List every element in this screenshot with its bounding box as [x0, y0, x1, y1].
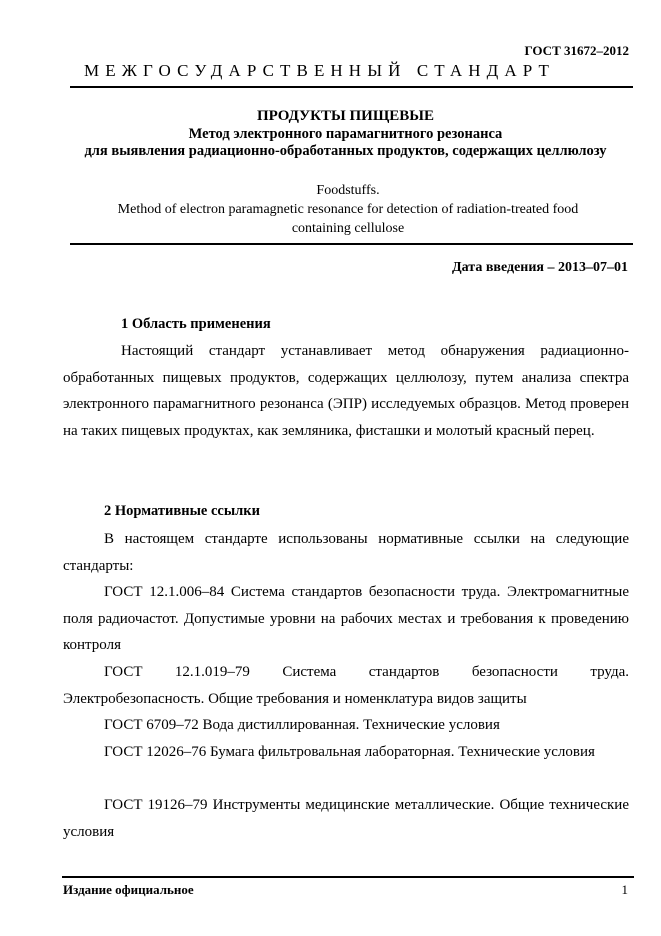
reference-item-text: ГОСТ 12.1.006–84 Система стандартов безопасности труда. Электромагнитные поля радиочастот. Допустимые уровни на рабочих местах и требования к проведению контроля: [63, 584, 629, 653]
scope-paragraph: [63, 338, 629, 444]
english-title-line-1: Foodstuffs.: [316, 183, 380, 198]
english-title-line-3: containing cellulose: [291, 221, 405, 236]
title-block: [30, 108, 661, 161]
references-intro-text: В настоящем стандарте использованы нормативные ссылки на следующие стандарты:: [63, 531, 629, 574]
scope-text: Настоящий стандарт устанавливает метод обнаружения радиационно-обработанных пищевых продуктов, содержащих целлюлозу, путем анализа спектра электронного парамагнитного резонанса (ЭПР) исследуемых образцов. Метод проверен на таких пищевых продуктах, как земляника, фисташки и молотый красный перец.: [63, 343, 629, 439]
reference-item: [63, 579, 629, 659]
reference-item-text: ГОСТ 19126–79 Инструменты медицинские металлические. Общие технические условия: [63, 797, 629, 840]
english-title-line-2: Method of electron paramagnetic resonance for detection of radiation-treated food: [117, 202, 579, 217]
footer-divider: [62, 876, 634, 878]
edition-label: Издание официальное: [63, 882, 194, 897]
references-intro: [63, 526, 629, 579]
standard-banner: МЕЖГОСУДАРСТВЕННЫЙ СТАНДАРТ: [84, 61, 555, 80]
title-subtitle-2: для выявления радиационно-обработанных продуктов, содержащих целлюлозу: [84, 143, 607, 159]
reference-item-text: ГОСТ 12026–76 Бумага фильтровальная лабораторная. Технические условия: [104, 744, 595, 760]
title-subtitle-1: Метод электронного парамагнитного резонанса: [188, 125, 503, 142]
reference-item: [63, 792, 629, 845]
title-divider: [70, 243, 633, 245]
reference-item: [63, 659, 629, 712]
title-main: ПРОДУКТЫ ПИЩЕВЫЕ: [256, 108, 435, 124]
section-heading-scope: 1 Область применения: [121, 316, 271, 332]
page-number: 1: [621, 882, 628, 897]
reference-item: [63, 712, 629, 739]
english-title-block: [80, 181, 616, 238]
section-heading-references: 2 Нормативные ссылки: [104, 503, 260, 519]
reference-item: [63, 739, 629, 766]
top-divider: [70, 86, 633, 88]
reference-item-text: ГОСТ 6709–72 Вода дистиллированная. Технические условия: [104, 717, 500, 733]
reference-item-text: ГОСТ 12.1.019–79 Система стандартов безопасности труда. Электробезопасность. Общие требования и номенклатура видов защиты: [63, 664, 629, 707]
introduction-date: Дата введения – 2013–07–01: [452, 260, 628, 275]
document-number: ГОСТ 31672–2012: [524, 43, 629, 58]
